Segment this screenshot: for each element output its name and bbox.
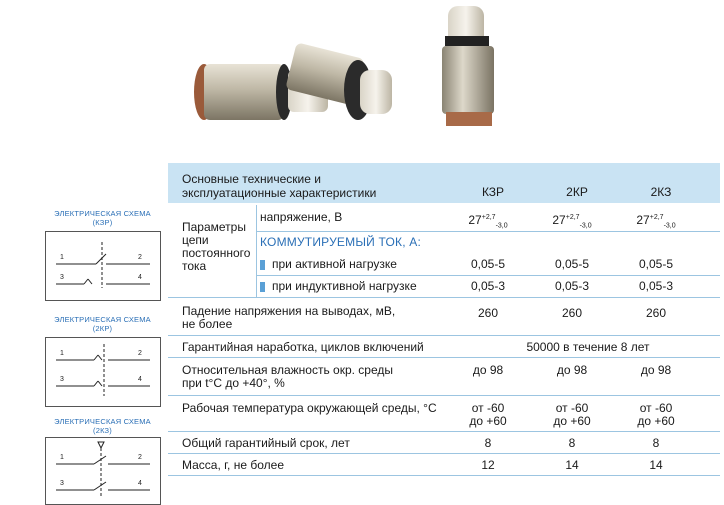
inductive-value-2kz: 0,05-3 — [638, 279, 674, 293]
pin-1: 1 — [60, 350, 64, 357]
voltage-value-2kr: $27^{+2,7}_{-3,0}$ — [552, 213, 592, 230]
mass-label: Масса, г, не более — [182, 458, 284, 472]
drop-value-2kr: 260 — [561, 306, 583, 320]
mass-value-2kz: 14 — [649, 458, 663, 472]
switch-photo-3 — [442, 6, 494, 126]
pin-3: 3 — [60, 274, 64, 281]
scheme-diagram-2kr — [45, 337, 161, 407]
drop-value-2kz: 260 — [645, 306, 667, 320]
voltage-label: напряжение, В — [260, 210, 343, 224]
cycles-value: 50000 в течение 8 лет — [526, 340, 650, 354]
table-row-warranty — [168, 433, 720, 454]
scheme-title-kzr: ЭЛЕКТРИЧЕСКАЯ СХЕМА (КЗР) — [54, 209, 151, 227]
warranty-value-kzr: 8 — [484, 436, 492, 450]
temp-value-2kz: от -60 до +60 — [637, 401, 675, 428]
table-row-mass — [168, 455, 720, 476]
pin-2: 2 — [138, 350, 142, 357]
active-value-2kr: 0,05-5 — [554, 257, 590, 271]
scheme-title-2kr: ЭЛЕКТРИЧЕСКАЯ СХЕМА (2КР) — [54, 315, 151, 333]
voltage-value-kzr: $27^{+2,7}_{-3,0}$ — [468, 213, 508, 230]
column-kzr: КЗР — [481, 185, 505, 199]
scheme-diagram-kzr — [45, 231, 161, 301]
warranty-value-2kz: 8 — [652, 436, 660, 450]
table-row-humidity — [168, 359, 720, 396]
inductive-marker — [260, 282, 265, 292]
humidity-label: Относительная влажность окр. среды при t°C до +40°, % — [182, 363, 394, 390]
humidity-value-2kr: до 98 — [556, 363, 588, 377]
temperature-label: Рабочая температура окружающей среды, °C — [182, 401, 437, 415]
table-row-voltage-drop — [168, 299, 720, 336]
dc-group-label: Параметры цепи постоянного тока — [182, 220, 251, 273]
temp-value-2kr: от -60 до +60 — [553, 401, 591, 428]
table-title: Основные технические и эксплуатационные характеристики — [182, 172, 377, 200]
table-header — [168, 163, 720, 205]
humidity-value-2kz: до 98 — [640, 363, 672, 377]
pin-1: 1 — [60, 254, 64, 261]
active-marker — [260, 260, 265, 270]
scheme-diagram-2kz — [45, 437, 161, 505]
pin-4: 4 — [138, 376, 142, 383]
pin-3: 3 — [60, 376, 64, 383]
product-photo — [0, 0, 724, 160]
active-value-2kz: 0,05-5 — [638, 257, 674, 271]
humidity-value-kzr: до 98 — [472, 363, 504, 377]
mass-value-2kr: 14 — [565, 458, 579, 472]
active-load-label: при активной нагрузке — [272, 257, 397, 271]
inductive-load-label: при индуктивной нагрузке — [272, 279, 417, 293]
cycles-label: Гарантийная наработка, циклов включений — [182, 340, 424, 354]
pin-4: 4 — [138, 480, 142, 487]
scheme-title-2kz: ЭЛЕКТРИЧЕСКАЯ СХЕМА (2КЗ) — [54, 417, 151, 435]
voltage-drop-label: Падение напряжения на выводах, мВ, не более — [182, 304, 396, 331]
inductive-value-2kr: 0,05-3 — [554, 279, 590, 293]
dc-params-group — [168, 205, 720, 298]
pin-2: 2 — [138, 254, 142, 261]
column-2kr: 2КР — [566, 185, 588, 199]
mass-value-kzr: 12 — [481, 458, 495, 472]
column-2kz: 2КЗ — [650, 185, 672, 199]
current-heading: КОММУТИРУЕМЫЙ ТОК, А: — [260, 235, 422, 249]
warranty-label: Общий гарантийный срок, лет — [182, 436, 350, 450]
pin-2: 2 — [138, 454, 142, 461]
voltage-value-2kz: $27^{+2,7}_{-3,0}$ — [636, 213, 676, 230]
table-row-temperature — [168, 397, 720, 432]
temp-value-kzr: от -60 до +60 — [469, 401, 507, 428]
inductive-value-kzr: 0,05-3 — [470, 279, 506, 293]
pin-3: 3 — [60, 480, 64, 487]
warranty-value-2kr: 8 — [568, 436, 576, 450]
table-row-cycles — [168, 337, 720, 358]
pin-1: 1 — [60, 454, 64, 461]
drop-value-kzr: 260 — [477, 306, 499, 320]
pin-4: 4 — [138, 274, 142, 281]
active-value-kzr: 0,05-5 — [470, 257, 506, 271]
